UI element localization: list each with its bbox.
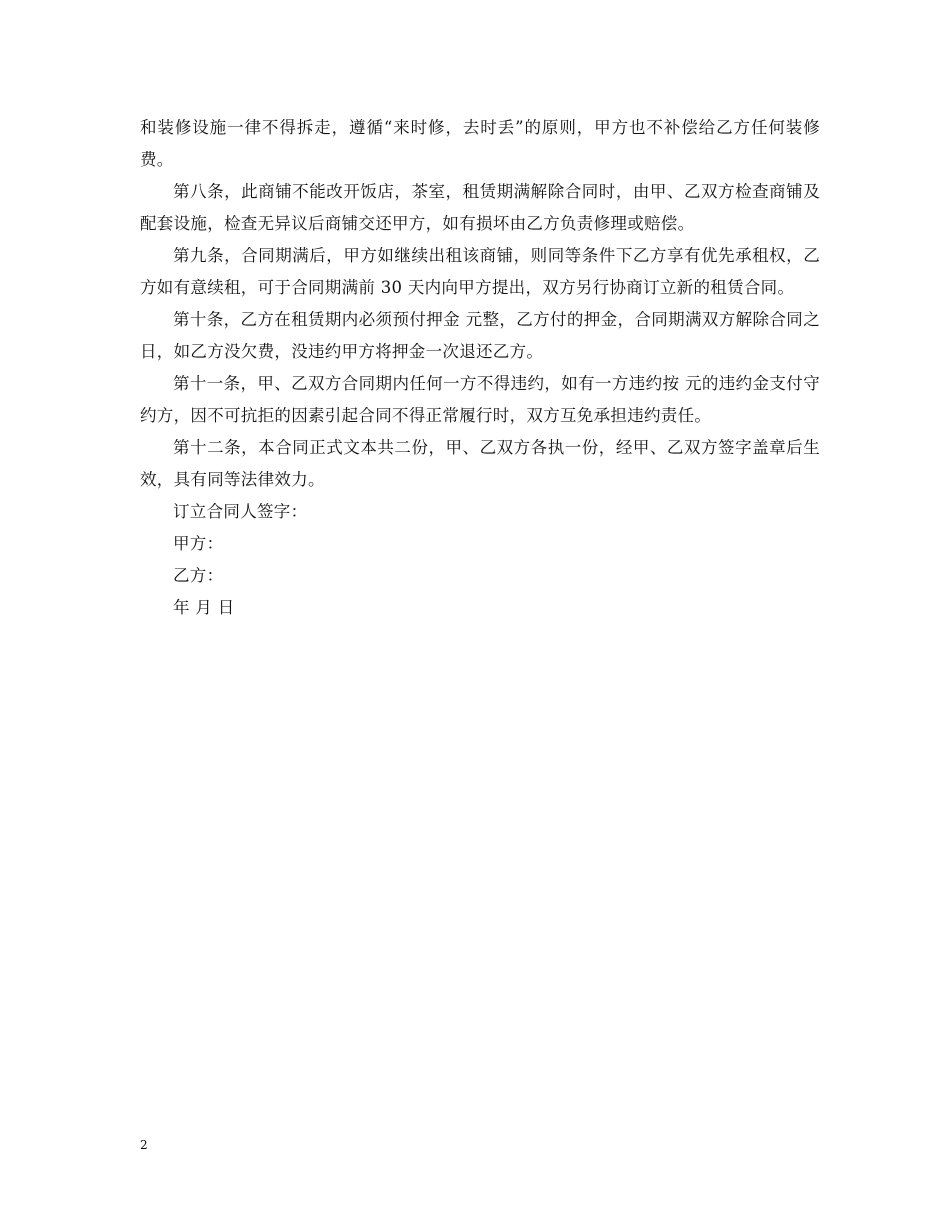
paragraph-article-11: 第十一条，甲、乙双方合同期内任何一方不得违约，如有一方违约按 元的违约金支付守约方，因不可抗拒的因素引起合同不得正常履行时，双方互免承担违约责任。 bbox=[140, 374, 820, 425]
party-b-signature-line: 乙方： bbox=[173, 566, 224, 585]
contract-body bbox=[140, 112, 820, 624]
paragraph-article-10: 第十条，乙方在租赁期内必须预付押金 元整，乙方付的押金，合同期满双方解除合同之日，如乙方没欠费，没违约甲方将押金一次退还乙方。 bbox=[140, 310, 820, 361]
date-line: 年 月 日 bbox=[173, 598, 235, 617]
paragraph-article-12: 第十二条，本合同正式文本共二份，甲、乙双方各执一份，经甲、乙双方签字盖章后生效，具有同等法律效力。 bbox=[140, 438, 820, 489]
page-number: 2 bbox=[140, 1138, 148, 1152]
paragraph-article-8: 第八条，此商铺不能改开饭店，茶室，租赁期满解除合同时，由甲、乙双方检查商铺及配套设施，检查无异议后商铺交还甲方，如有损坏由乙方负责修理或赔偿。 bbox=[140, 182, 820, 233]
paragraph-renovation-continued: 和装修设施一律不得拆走，遵循“来时修，去时丢”的原则，甲方也不补偿给乙方任何装修费。 bbox=[140, 118, 820, 169]
party-a-signature-line: 甲方： bbox=[173, 534, 224, 553]
paragraph-article-9: 第九条，合同期满后，甲方如继续出租该商铺，则同等条件下乙方享有优先承租权，乙方如有意续租，可于合同期满前 30 天内向甲方提出，双方另行协商订立新的租赁合同。 bbox=[140, 246, 820, 297]
signature-heading: 订立合同人签字： bbox=[173, 502, 308, 521]
